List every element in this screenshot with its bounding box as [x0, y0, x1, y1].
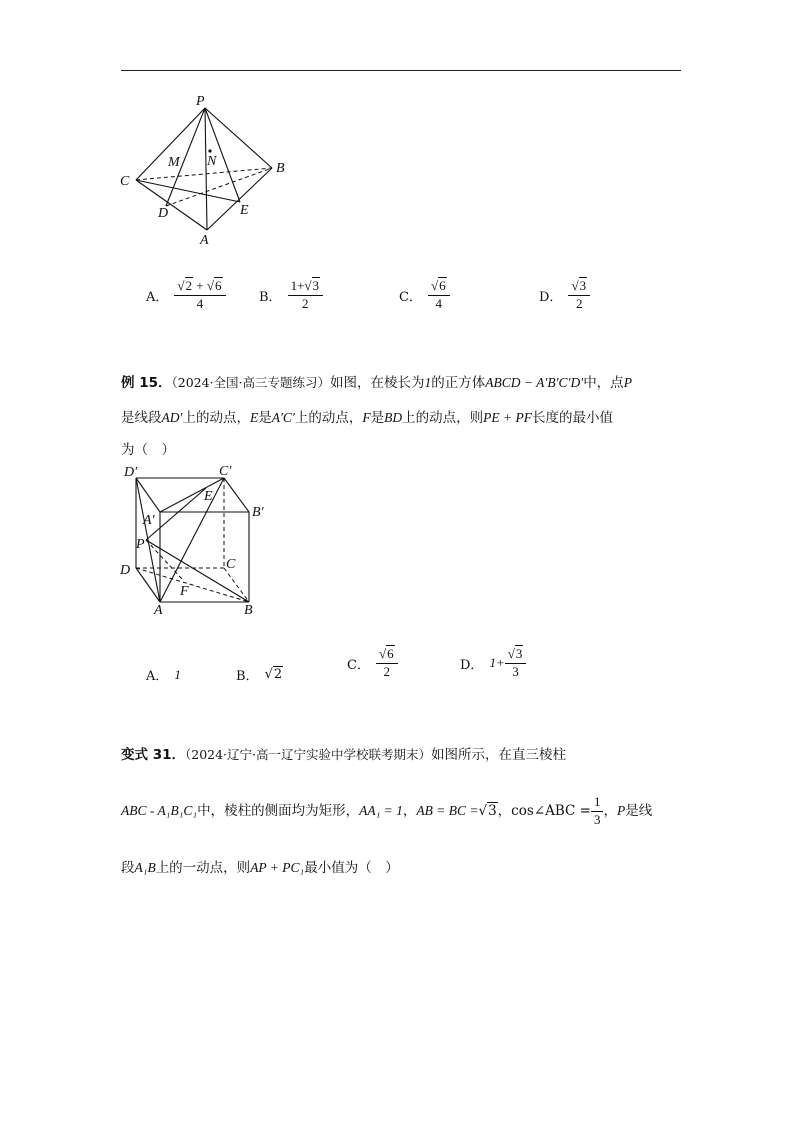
ex15-line-2: 是线段AD′上的动点，E是A′C′上的动点，F是BD上的动点，则PE + PF长度的最小值: [121, 410, 613, 426]
var31-line-2: ABC - A₁B₁C₁ 中，棱柱的侧面均为矩形， AA₁ = 1 ， AB = BC = √3 ， cos∠ABC = $\frac{1}{3}$ ， P 是线: [121, 794, 653, 827]
choice-label: C．: [399, 289, 422, 305]
choice-value: 1: [174, 666, 181, 682]
edge-pa: [205, 108, 207, 230]
choice-label: D．: [460, 657, 484, 673]
choice-value: √2: [264, 667, 283, 682]
choice-label: B．: [259, 289, 282, 305]
label-c: C: [226, 557, 236, 572]
label-n: N: [207, 154, 217, 169]
edge-c1b1: [224, 478, 249, 512]
q14-choice-b[interactable]: [259, 279, 323, 312]
label-f: F: [180, 584, 189, 599]
edge-a1c1: [160, 478, 224, 512]
label-p: P: [136, 537, 145, 552]
point-n: [208, 149, 211, 152]
fraction: $\frac{√3}{2}$: [568, 279, 590, 312]
label-b: B: [244, 603, 253, 617]
edge-cb-hidden: [224, 568, 249, 602]
label-d: D: [120, 563, 131, 578]
label-p: P: [196, 94, 205, 109]
choice-label: C．: [347, 657, 370, 673]
variant-tag: 变式 31．: [121, 747, 185, 763]
fraction: $\frac{√2 + √6}{4}$: [174, 279, 225, 312]
q14-choice-d[interactable]: [539, 279, 590, 312]
choice-label: D．: [539, 289, 563, 305]
edge-db-hidden: [136, 568, 249, 602]
label-b-prime: B′: [252, 505, 264, 520]
cube-figure: [112, 462, 292, 617]
example-tag: 例 15．: [121, 375, 172, 391]
cube-name: ABCD − A′B′C′D′: [485, 375, 584, 390]
label-e: E: [240, 203, 249, 218]
ex15-choice-a[interactable]: [146, 665, 181, 684]
fraction: $\frac{√6}{2}$: [376, 647, 398, 680]
label-c-prime: C′: [219, 464, 232, 479]
segment-c1a: [160, 478, 224, 602]
label-d-prime: D′: [124, 465, 138, 480]
label-a: A: [154, 603, 163, 617]
fraction: $\frac{√3}{3}$: [505, 647, 527, 680]
edge-db-hidden: [166, 168, 272, 206]
source: （2024·全国·高三专题练习）: [171, 375, 331, 390]
label-e: E: [204, 489, 213, 504]
choice-label: A．: [146, 669, 169, 684]
q14-choice-a[interactable]: [146, 279, 226, 312]
ex15-choice-b[interactable]: [236, 665, 283, 684]
label-d: D: [158, 206, 169, 221]
header-rule: [121, 70, 681, 71]
source: （2024·辽宁·高一辽宁实验中学校联考期末）: [185, 747, 432, 762]
label-b: B: [276, 161, 285, 176]
ex15-line-1: 例 15．（2024·全国·高三专题练习）如图，在棱长为1的正方体ABCD − A′B′C′D′中，点P: [121, 375, 632, 391]
fraction: $\frac{1}{3}$: [591, 795, 604, 828]
edge-ab: [207, 168, 272, 230]
ex15-line-3: 为（ ）: [121, 442, 175, 458]
choice-label: B．: [236, 669, 259, 684]
ex15-choice-c[interactable]: [347, 647, 398, 680]
ex15-choice-d[interactable]: D． 1+ $\frac{√3}{3}$: [460, 647, 526, 680]
var31-line-1: 变式 31．（2024·辽宁·高一辽宁实验中学校联考期末）如图所示，在直三棱柱: [121, 747, 567, 763]
label-m: M: [168, 155, 180, 170]
edge-cb-hidden: [136, 168, 272, 180]
label-a: A: [200, 233, 209, 248]
pyramid-figure: [110, 90, 310, 250]
segment-pe: [146, 488, 206, 540]
var31-line-3: 段A₁B上的一动点，则AP + PC₁最小值为（ ）: [121, 860, 399, 876]
q14-choice-c[interactable]: [399, 279, 450, 312]
label-a-prime: A′: [143, 513, 155, 528]
label-c: C: [120, 174, 130, 189]
fraction: $\frac{√6}{4}$: [428, 279, 450, 312]
choice-label: A．: [146, 289, 169, 305]
fraction: $\frac{1+√3}{2}$: [288, 279, 323, 312]
